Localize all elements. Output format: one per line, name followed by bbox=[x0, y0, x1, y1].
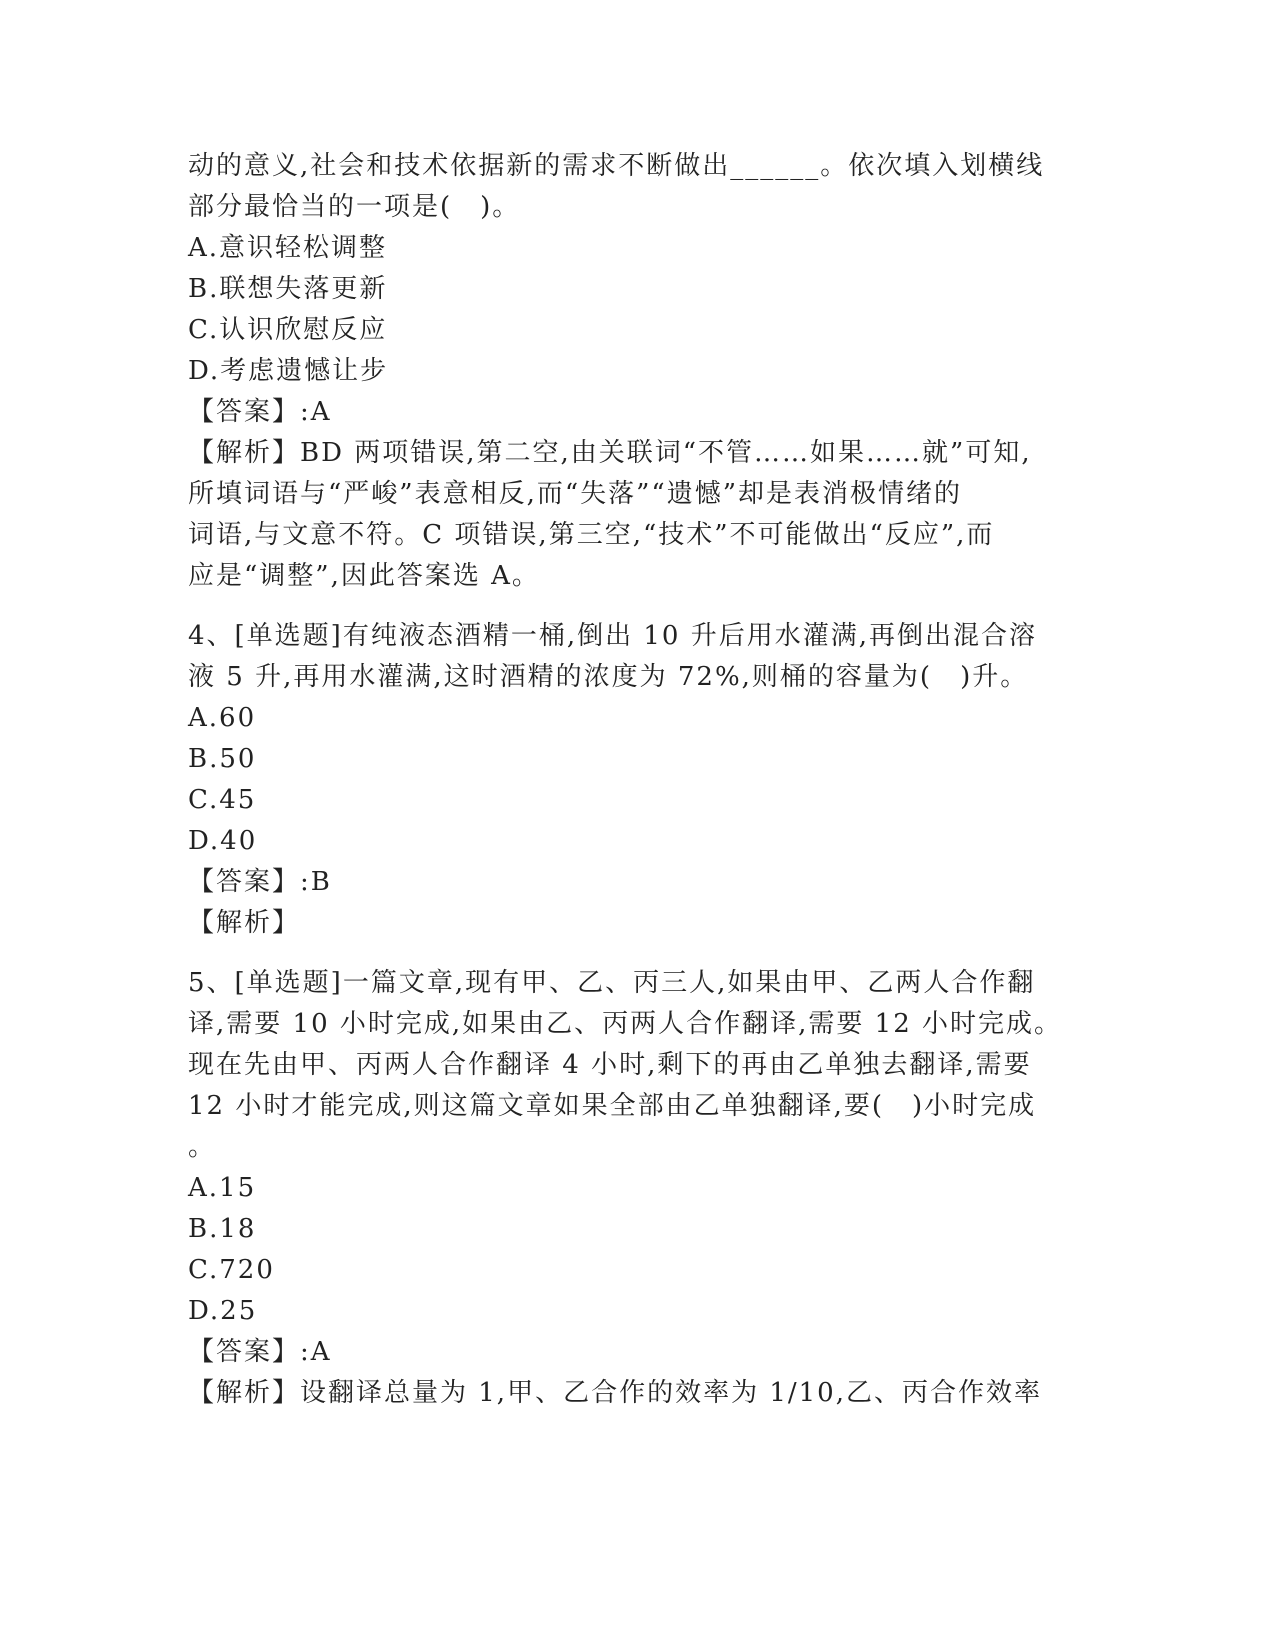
option-b: B.50 bbox=[188, 744, 257, 774]
question-text-line: 5、[单选题]一篇文章,现有甲、乙、丙三人,如果由甲、乙两人合作翻 bbox=[188, 968, 1036, 998]
question-4-analysis: 【解析】 bbox=[188, 908, 301, 938]
analysis-line: 应是“调整”,因此答案选 A。 bbox=[188, 561, 540, 591]
question-5-stem bbox=[188, 963, 1088, 1168]
analysis-line: 词语,与文意不符。C 项错误,第三空,“技术”不可能做出“反应”,而 bbox=[188, 520, 995, 550]
question-text-line: 液 5 升,再用水灌满,这时酒精的浓度为 72%,则桶的容量为( )升。 bbox=[188, 662, 1029, 692]
question-4-answer: 【答案】:B bbox=[188, 867, 332, 897]
question-3-stem bbox=[188, 146, 1088, 228]
question-text-line: 4、[单选题]有纯液态酒精一桶,倒出 10 升后用水灌满,再倒出混合溶 bbox=[188, 621, 1037, 651]
question-spacer bbox=[188, 944, 1088, 963]
option-d: D.考虑遗憾让步 bbox=[188, 356, 389, 386]
question-text-line: 部分最恰当的一项是( )。 bbox=[188, 192, 521, 222]
question-3-answer: 【答案】:A bbox=[188, 397, 332, 427]
analysis-line: 【解析】BD 两项错误,第二空,由关联词“不管……如果……就”可知, bbox=[188, 438, 1032, 468]
option-a: A.60 bbox=[188, 703, 257, 733]
question-text-line: 。 bbox=[188, 1132, 217, 1162]
question-4-stem bbox=[188, 616, 1088, 698]
option-c: C.45 bbox=[188, 785, 257, 815]
question-5-answer: 【答案】:A bbox=[188, 1337, 332, 1367]
option-d: D.25 bbox=[188, 1296, 258, 1326]
analysis-line: 所填词语与“严峻”表意相反,而“失落”“遗憾”却是表消极情绪的 bbox=[188, 479, 963, 509]
question-text-line: 现在先由甲、丙两人合作翻译 4 小时,剩下的再由乙单独去翻译,需要 bbox=[188, 1050, 1032, 1080]
option-b: B.18 bbox=[188, 1214, 257, 1244]
question-3-analysis bbox=[188, 433, 1088, 597]
question-text-line: 12 小时才能完成,则这篇文章如果全部由乙单独翻译,要( )小时完成 bbox=[188, 1091, 1037, 1121]
question-3-options bbox=[188, 228, 1088, 392]
question-spacer bbox=[188, 597, 1088, 616]
option-b: B.联想失落更新 bbox=[188, 274, 388, 304]
option-d: D.40 bbox=[188, 826, 258, 856]
question-4-options bbox=[188, 698, 1088, 862]
document-page bbox=[188, 146, 1088, 1414]
option-c: C.720 bbox=[188, 1255, 275, 1285]
question-text-line: 译,需要 10 小时完成,如果由乙、丙两人合作翻译,需要 12 小时完成。 bbox=[188, 1009, 1063, 1039]
question-5-analysis: 【解析】设翻译总量为 1,甲、乙合作的效率为 1/10,乙、丙合作效率 bbox=[188, 1378, 1042, 1408]
question-5-options bbox=[188, 1168, 1088, 1332]
option-c: C.认识欣慰反应 bbox=[188, 315, 388, 345]
option-a: A.意识轻松调整 bbox=[188, 233, 388, 263]
option-a: A.15 bbox=[188, 1173, 257, 1203]
question-text-line: 动的意义,社会和技术依据新的需求不断做出______。依次填入划横线 bbox=[188, 151, 1045, 181]
